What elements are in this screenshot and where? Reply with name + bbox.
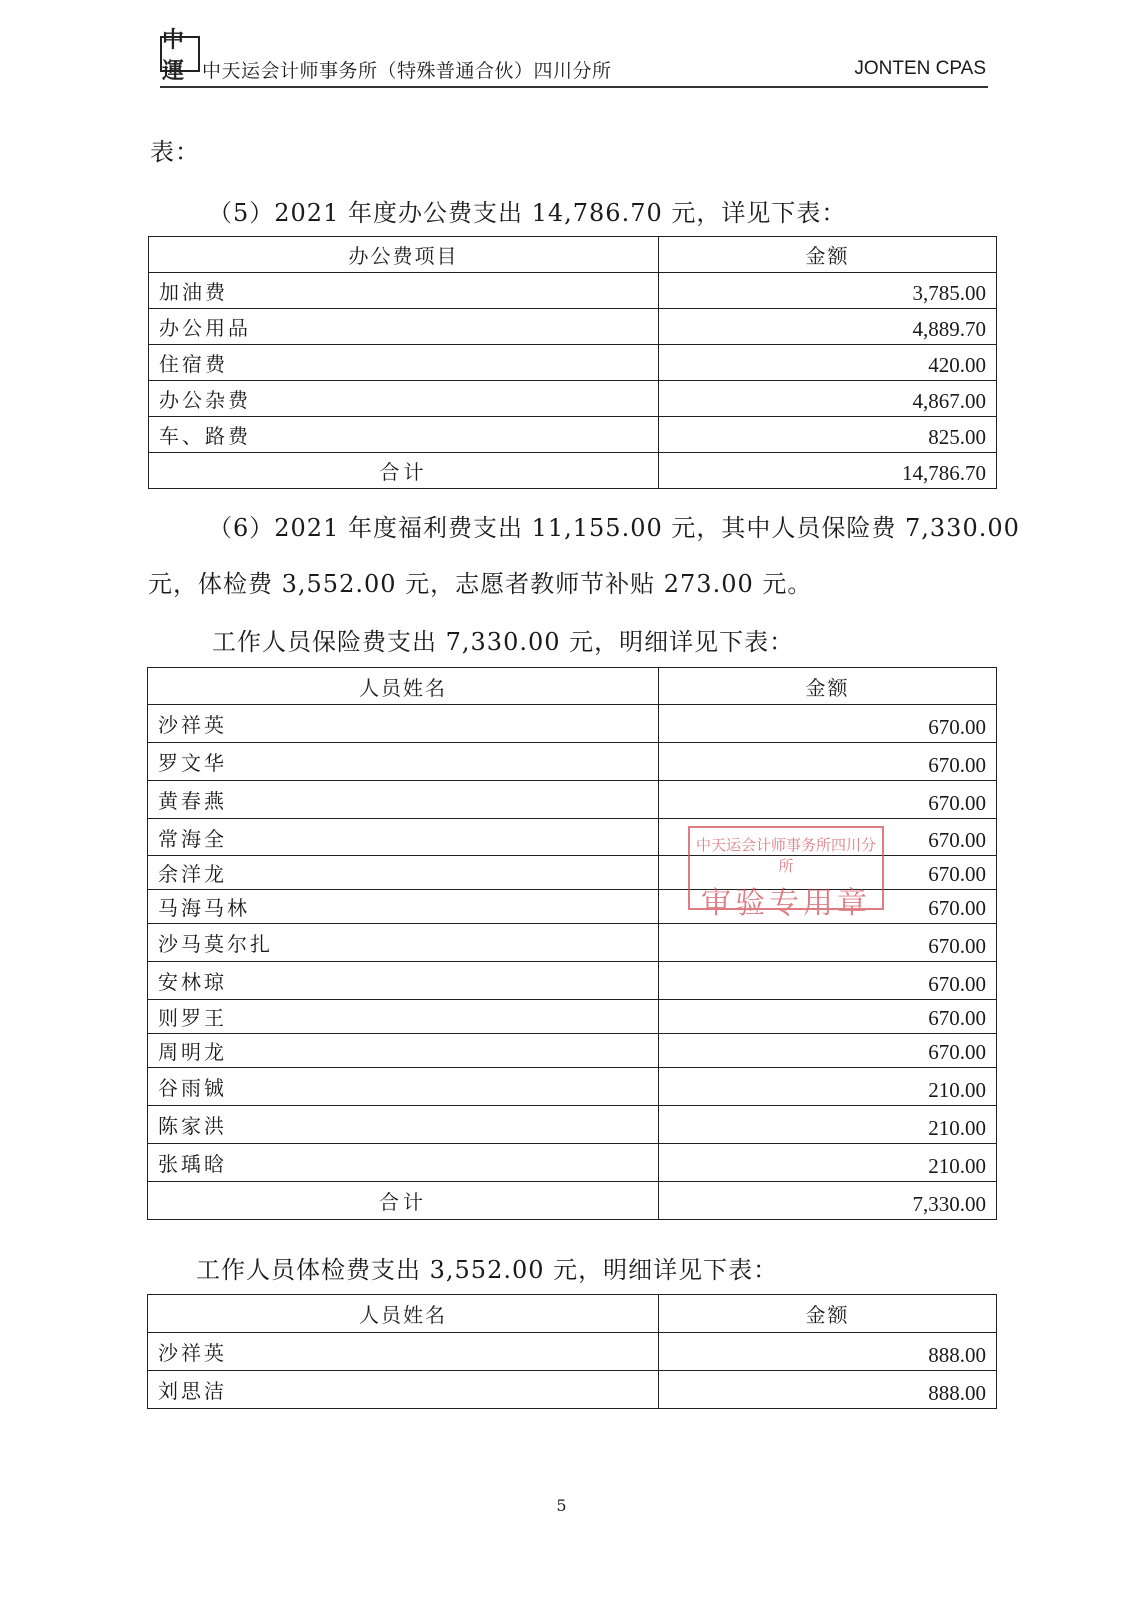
- header-item: 办公费项目: [149, 237, 659, 273]
- table-row: [148, 743, 997, 781]
- amount-cell: 888.00: [659, 1371, 997, 1409]
- amount-cell: 670.00: [659, 743, 997, 781]
- amount-cell: 670.00: [659, 819, 997, 856]
- table-row: [149, 345, 997, 381]
- welfare-line-1: （6）2021 年度福利费支出 11,155.00 元，其中人员保险费 7,330.00: [208, 514, 1020, 542]
- header-amount: 金额: [659, 1295, 997, 1333]
- header-name: 人员姓名: [148, 668, 659, 705]
- total-amount: 14,786.70: [659, 453, 997, 489]
- header-amount: 金额: [659, 668, 997, 705]
- table-header-row: [149, 237, 997, 273]
- amount-cell: 210.00: [659, 1068, 997, 1106]
- office-intro: （5）2021 年度办公费支出 14,786.70 元，详见下表：: [208, 199, 847, 227]
- firm-name-en: JONTEN CPAS: [854, 58, 986, 79]
- item-cell: 车、路费: [149, 417, 659, 453]
- amount-cell: 670.00: [659, 962, 997, 1000]
- total-label: 合计: [148, 1182, 659, 1220]
- name-cell: 安林琼: [148, 962, 659, 1000]
- amount-cell: 420.00: [659, 345, 997, 381]
- header-amount: 金额: [659, 237, 997, 273]
- stamp-title: 审验专用章: [701, 886, 871, 921]
- audit-stamp: [688, 826, 884, 921]
- checkup-intro: 工作人员体检费支出 3,552.00 元，明细详见下表：: [196, 1256, 779, 1284]
- name-cell: 常海全: [148, 819, 659, 856]
- name-cell: 余洋龙: [148, 856, 659, 890]
- table-row: [149, 381, 997, 417]
- amount-cell: 210.00: [659, 1106, 997, 1144]
- table-row: [149, 309, 997, 345]
- table-row: [149, 417, 997, 453]
- table-row: [148, 1068, 997, 1106]
- name-cell: 马海马林: [148, 890, 659, 924]
- name-cell: 张瑀晗: [148, 1144, 659, 1182]
- welfare-line-2: 元，体检费 3,552.00 元，志愿者教师节补贴 273.00 元。: [148, 570, 813, 598]
- table-row: [148, 962, 997, 1000]
- firm-name-cn: 中天运会计师事务所（特殊普通合伙）四川分所: [202, 60, 612, 82]
- table-row: [148, 1106, 997, 1144]
- table-header-row: [148, 668, 997, 705]
- table-row: [148, 705, 997, 743]
- table-row: [149, 273, 997, 309]
- amount-cell: 670.00: [659, 856, 997, 890]
- name-cell: 陈家洪: [148, 1106, 659, 1144]
- header-name: 人员姓名: [148, 1295, 659, 1333]
- insurance-intro: 工作人员保险费支出 7,330.00 元，明细详见下表：: [212, 628, 795, 656]
- carryover-text: 表：: [150, 138, 200, 166]
- table-row: [148, 1333, 997, 1371]
- table-total-row: [148, 1182, 997, 1220]
- table-total-row: [149, 453, 997, 489]
- name-cell: 黄春燕: [148, 781, 659, 819]
- name-cell: 谷雨铖: [148, 1068, 659, 1106]
- table-row: [148, 781, 997, 819]
- amount-cell: 670.00: [659, 705, 997, 743]
- table-header-row: [148, 1295, 997, 1333]
- name-cell: 沙马莫尔扎: [148, 924, 659, 962]
- name-cell: 刘思洁: [148, 1371, 659, 1409]
- amount-cell: 670.00: [659, 890, 997, 924]
- stamp-org: 中天运会计师事务所四川分所: [695, 836, 876, 875]
- name-cell: 则罗王: [148, 1000, 659, 1034]
- item-cell: 办公用品: [149, 309, 659, 345]
- amount-cell: 4,867.00: [659, 381, 997, 417]
- amount-cell: 3,785.00: [659, 273, 997, 309]
- checkup-table: [147, 1294, 997, 1409]
- name-cell: 沙祥英: [148, 705, 659, 743]
- table-row: [148, 1371, 997, 1409]
- name-cell: 罗文华: [148, 743, 659, 781]
- insurance-table: [147, 667, 997, 1220]
- amount-cell: 670.00: [659, 781, 997, 819]
- table-row: [148, 1034, 997, 1068]
- total-amount: 7,330.00: [659, 1182, 997, 1220]
- table-row: [148, 924, 997, 962]
- total-label: 合计: [149, 453, 659, 489]
- office-fee-table: [148, 236, 997, 489]
- item-cell: 加油费: [149, 273, 659, 309]
- amount-cell: 670.00: [659, 1000, 997, 1034]
- name-cell: 沙祥英: [148, 1333, 659, 1371]
- amount-cell: 210.00: [659, 1144, 997, 1182]
- amount-cell: 670.00: [659, 924, 997, 962]
- amount-cell: 670.00: [659, 1034, 997, 1068]
- table-row: [148, 1000, 997, 1034]
- item-cell: 住宿费: [149, 345, 659, 381]
- amount-cell: 4,889.70: [659, 309, 997, 345]
- page-number: 5: [556, 1496, 567, 1515]
- amount-cell: 825.00: [659, 417, 997, 453]
- page-header: [160, 27, 988, 88]
- item-cell: 办公杂费: [149, 381, 659, 417]
- name-cell: 周明龙: [148, 1034, 659, 1068]
- amount-cell: 888.00: [659, 1333, 997, 1371]
- firm-logo: 中運: [160, 36, 200, 72]
- table-row: [148, 1144, 997, 1182]
